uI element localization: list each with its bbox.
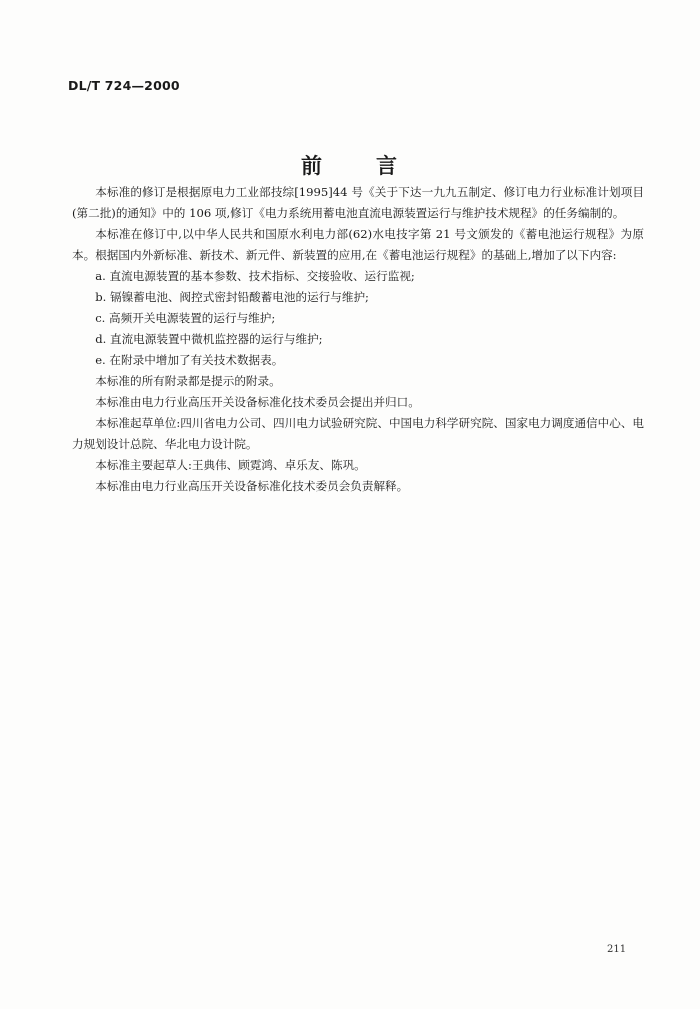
title-char-2: 言 — [376, 153, 399, 178]
list-item: e. 在附录中增加了有关技术数据表。 — [95, 353, 284, 367]
list-item: a. 直流电源装置的基本参数、技术指标、交接验收、运行监视; — [95, 269, 415, 283]
list-item: c. 高频开关电源装置的运行与维护; — [95, 311, 276, 325]
paragraph: 本标准的修订是根据原电力工业部技综[1995]44 号《关于下达一九九五制定、修订电力行业标准计划项目(第二批)的通知》中的 106 项,修订《电力系统用蓄电池直流电源装置运行与维护技术规程》的任务编制的。 — [72, 185, 644, 220]
paragraph: 本标准由电力行业高压开关设备标准化技术委员会提出并归口。 — [95, 395, 420, 409]
page-number: 211 — [607, 944, 627, 955]
paragraph: 本标准在修订中,以中华人民共和国原水利电力部(62)水电技字第 21 号文颁发的《蓄电池运行规程》为原本。根据国内外新标准、新技术、新元件、新装置的应用,在《蓄电池运行规程》的基础上,增加了以下内容: — [72, 227, 644, 262]
foreword-body — [72, 182, 644, 497]
paragraph: 本标准主要起草人:王典伟、顾霓鸿、卓乐友、陈巩。 — [95, 458, 366, 472]
title-char-1: 前 — [301, 153, 324, 178]
paragraph: 本标准由电力行业高压开关设备标准化技术委员会负责解释。 — [95, 479, 409, 493]
page-title — [0, 150, 700, 180]
standard-code: DL/T 724—2000 — [68, 78, 180, 93]
paragraph: 本标准起草单位:四川省电力公司、四川电力试验研究院、中国电力科学研究院、国家电力调度通信中心、电力规划设计总院、华北电力设计院。 — [72, 416, 645, 451]
list-item: b. 镉镍蓄电池、阀控式密封铅酸蓄电池的运行与维护; — [95, 290, 369, 304]
list-item: d. 直流电源装置中微机监控器的运行与维护; — [95, 332, 323, 346]
paragraph: 本标准的所有附录都是提示的附录。 — [95, 374, 281, 388]
